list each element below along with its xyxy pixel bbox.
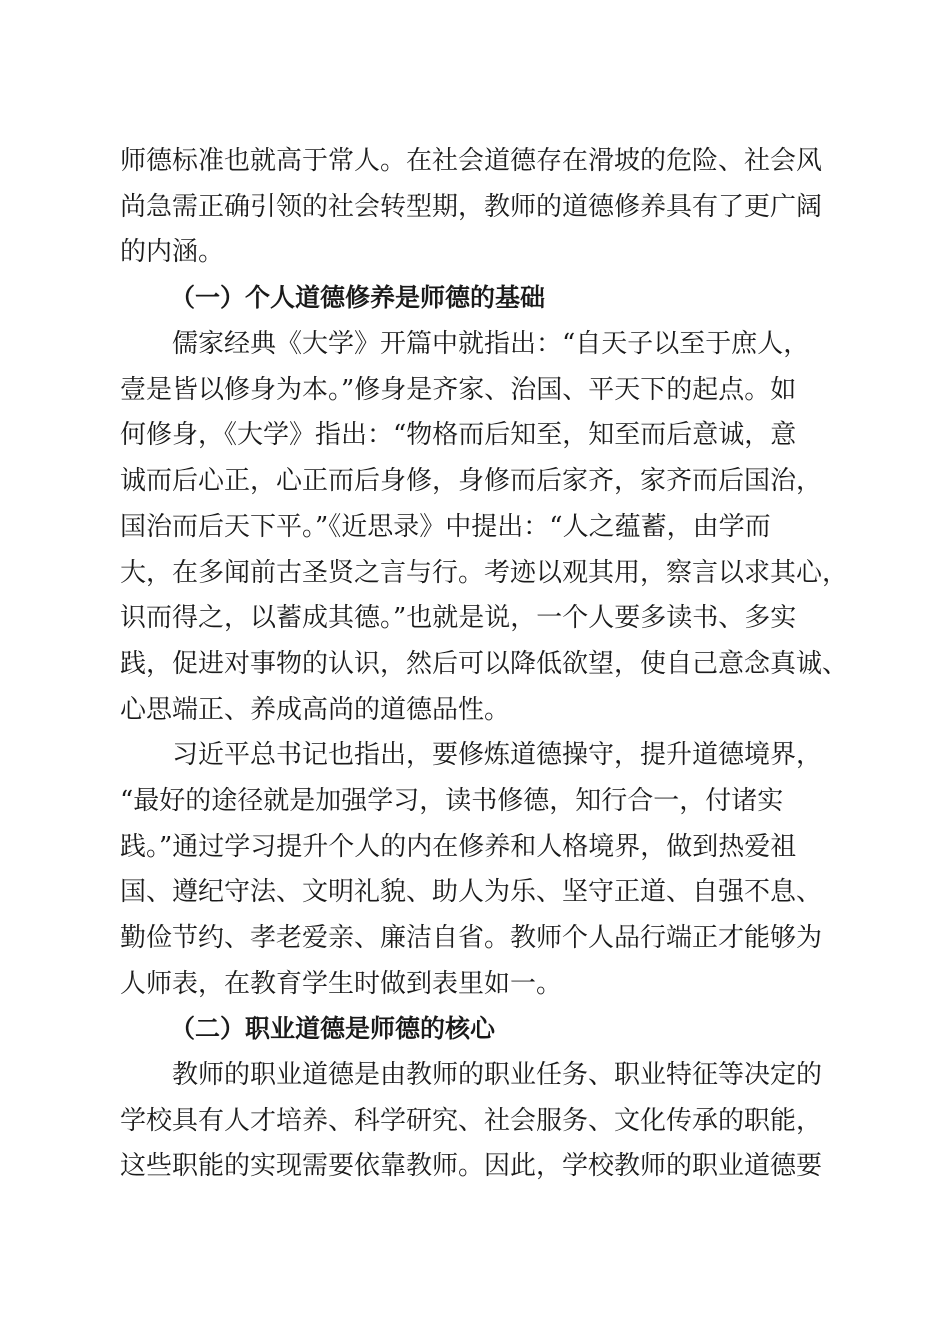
body-text-line: 践。”通过学习提升个人的内在修养和人格境界，做到热爱祖 xyxy=(120,832,797,862)
body-text-line: 国治而后天下平。”《近思录》中提出：“人之蕴蓄，由学而 xyxy=(120,512,771,542)
body-text-line: 践，促进对事物的认识，然后可以降低欲望，使自己意念真诚、 xyxy=(120,649,849,679)
body-text-line: 心思端正、养成高尚的道德品性。 xyxy=(120,695,511,725)
body-text-line: 何修身，《大学》指出：“物格而后知至，知至而后意诚，意 xyxy=(120,420,797,450)
body-text-line: 壹是皆以修身为本。”修身是齐家、治国、平天下的起点。如 xyxy=(120,375,797,405)
body-text-line: 师德标准也就高于常人。在社会道德存在滑坡的危险、社会风 xyxy=(120,146,823,176)
body-text-line: 尚急需正确引领的社会转型期，教师的道德修养具有了更广阔 xyxy=(120,192,823,222)
body-text-line: 勤俭节约、孝老爱亲、廉洁自省。教师个人品行端正才能够为 xyxy=(120,923,823,953)
body-text-line: 国、遵纪守法、文明礼貌、助人为乐、坚守正道、自强不息、 xyxy=(120,877,823,907)
body-text-line: 大，在多闻前古圣贤之言与行。考迹以观其用，察言以求其心， xyxy=(120,558,849,588)
body-text-line: 儒家经典《大学》开篇中就指出：“自天子以至于庶人， xyxy=(172,329,810,359)
body-text-line: 学校具有人才培养、科学研究、社会服务、文化传承的职能， xyxy=(120,1106,823,1136)
body-text-line: 教师的职业道德是由教师的职业任务、职业特征等决定的 xyxy=(172,1060,823,1090)
body-text-line: 习近平总书记也指出，要修炼道德操守，提升道德境界， xyxy=(172,740,823,770)
body-text-line: 诚而后心正，心正而后身修，身修而后家齐，家齐而后国治， xyxy=(120,466,823,496)
section-heading-1: （一）个人道德修养是师德的基础 xyxy=(170,283,546,312)
body-text-line: 识而得之，以蓄成其德。”也就是说，一个人要多读书、多实 xyxy=(120,603,797,633)
body-text-line: 这些职能的实现需要依靠教师。因此，学校教师的职业道德要 xyxy=(120,1151,823,1181)
body-text-line: 人师表，在教育学生时做到表里如一。 xyxy=(120,969,563,999)
body-text-line: “最好的途径就是加强学习，读书修德，知行合一，付诸实 xyxy=(120,786,784,816)
section-heading-2: （二）职业道德是师德的核心 xyxy=(170,1014,496,1043)
body-text-line: 的内涵。 xyxy=(120,237,225,267)
